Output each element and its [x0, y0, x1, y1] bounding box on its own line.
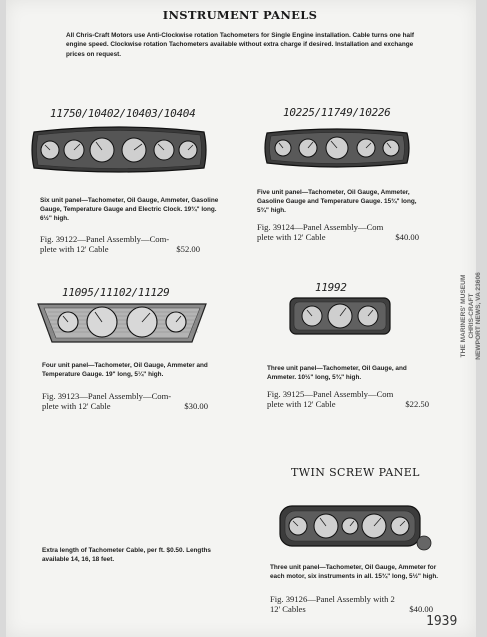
fig-39125-price: $22.50 — [405, 398, 429, 409]
stamp-line-3: NEWPORT NEWS, VA 23606 — [475, 272, 482, 360]
fig-39124 — [257, 223, 419, 242]
fig-39122-line1: Fig. 39122—Panel Assembly—Com- — [40, 234, 170, 244]
part-numbers-four-unit: 11095/11102/11129 — [62, 286, 170, 299]
six-unit-description: Six unit panel—Tachometer, Oil Gauge, Ammeter, Gasoline Gauge, Temperature Gauge and Electric Clock. 19¾" long. 6½" high. — [40, 197, 219, 222]
three-unit-description: Three unit panel—Tachometer, Oil Gauge, and Ammeter. 10½" long, 5¾" high. — [267, 365, 407, 381]
fig-39126-price: $40.00 — [409, 603, 433, 614]
twin-screw-panel-image — [278, 503, 428, 549]
fig-39126-line1: Fig. 39126—Panel Assembly with 2 — [270, 594, 395, 604]
fig-39123 — [42, 392, 208, 411]
fig-39126 — [270, 595, 433, 614]
fig-39122-cable: plete with 12' Cable — [40, 243, 109, 254]
stamp-line-2: CHRIS-CRAFT — [467, 293, 475, 339]
fig-39125-line1: Fig. 39125—Panel Assembly—Com — [267, 389, 394, 399]
fig-39124-cable: plete with 12' Cable — [257, 231, 326, 242]
fig-39124-price: $40.00 — [395, 231, 419, 242]
fig-39124-line1: Fig. 39124—Panel Assembly—Com — [257, 222, 384, 232]
fig-39125-cable: plete with 12' Cable — [267, 398, 336, 409]
fig-39125-line2 — [267, 400, 429, 410]
fig-39123-price: $30.00 — [184, 400, 208, 411]
four-unit-description: Four unit panel—Tachometer, Oil Gauge, Ammeter and Temperature Gauge. 19" long, 5¼" high. — [42, 362, 208, 378]
fig-39122-price: $52.00 — [176, 243, 200, 254]
intro-paragraph: All Chris-Craft Motors use Anti-Clockwise rotation Tachometers for Single Engine installation. Cable turns one half engine speed. Clockwise rotation Tachometers available without extra charge if desired. Installation and exchange prices on request. — [66, 32, 414, 58]
three-unit-panel-image — [288, 295, 392, 337]
fig-39123-line1: Fig. 39123—Panel Assembly—Com- — [42, 391, 172, 401]
five-unit-description: Five unit panel—Tachometer, Oil Gauge, Ammeter, Gasoline Gauge and Temperature Gauge. 15¾" long, 5¾" high. — [257, 189, 417, 214]
fig-39125 — [267, 390, 429, 409]
fig-39123-line2 — [42, 402, 208, 412]
fig-39122-line2 — [40, 245, 200, 255]
fig-39122 — [40, 235, 200, 254]
fig-39123-cable: plete with 12' Cable — [42, 400, 111, 411]
fig-39124-line2 — [257, 233, 419, 243]
stamp-line-1: THE MARINERS' MUSEUM — [460, 274, 467, 358]
part-numbers-three-unit: 11992 — [315, 281, 347, 294]
cable-length-note: Extra length of Tachometer Cable, per ft. $0.50. Lengths available 14, 16, 18 feet. — [42, 547, 211, 563]
twin-screw-description: Three unit panel—Tachometer, Oil Gauge, Ammeter for each motor, six instruments in all. 15¾" long, 5½" high. — [270, 564, 438, 580]
page-title: INSTRUMENT PANELS — [162, 8, 318, 22]
museum-stamp — [459, 242, 487, 392]
handwritten-year: 1939 — [426, 614, 458, 629]
part-numbers-five-unit: 10225/11749/10226 — [283, 106, 391, 119]
fig-39126-line2 — [270, 605, 433, 615]
part-numbers-six-unit: 11750/10402/10403/10404 — [50, 107, 196, 120]
twin-screw-title: TWIN SCREW PANEL — [291, 466, 420, 479]
four-unit-panel-image — [36, 298, 208, 348]
fig-39126-cable: 12' Cables — [270, 603, 306, 614]
six-unit-panel-image — [30, 126, 208, 174]
museum-stamp-text — [460, 241, 483, 391]
five-unit-panel-image — [263, 128, 411, 168]
